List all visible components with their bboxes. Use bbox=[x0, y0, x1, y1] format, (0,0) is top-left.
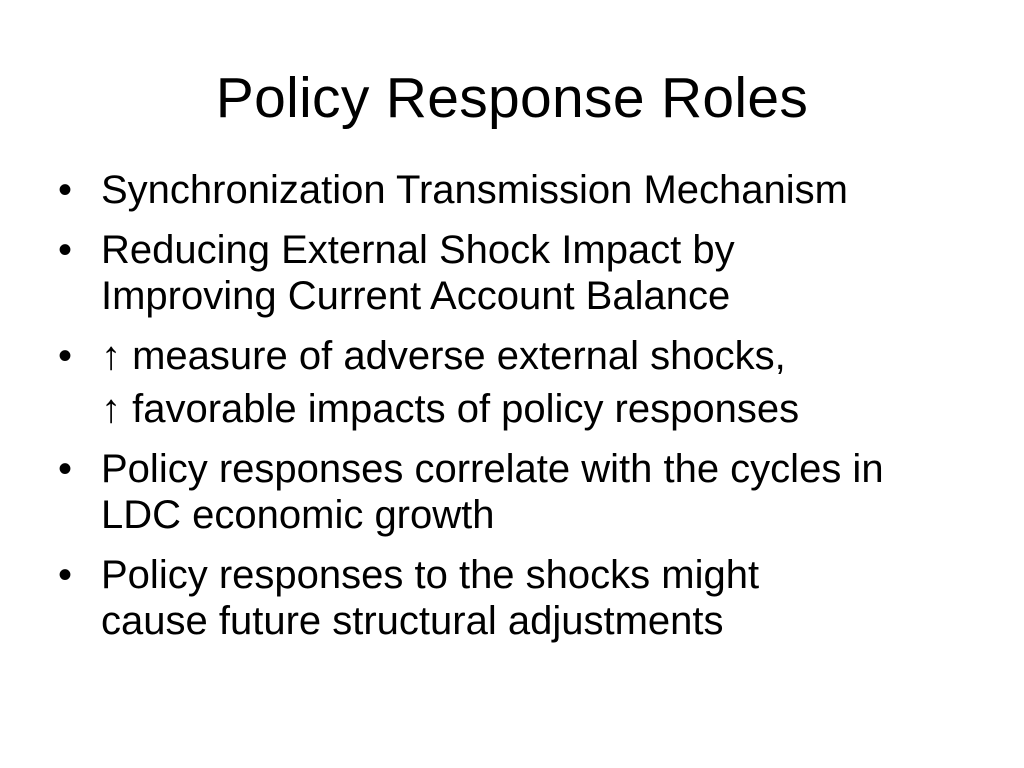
bullet-item-favorable-impacts bbox=[58, 386, 998, 432]
bullet-list bbox=[58, 167, 998, 658]
bullet-text: Reducing External Shock Impact by Improving Current Account Balance bbox=[101, 228, 735, 318]
bullet-item-measure-adverse-shocks bbox=[58, 333, 998, 379]
bullet-marker: • bbox=[58, 168, 73, 212]
bullet-item-reducing-external-shock bbox=[58, 227, 998, 319]
slide-title: Policy Response Roles bbox=[215, 66, 809, 130]
bullet-text: Synchronization Transmission Mechanism bbox=[101, 168, 848, 212]
bullet-marker: • bbox=[58, 334, 73, 378]
bullet-text: ↑ favorable impacts of policy responses bbox=[101, 387, 800, 431]
bullet-item-policy-correlate bbox=[58, 446, 998, 538]
bullet-text: ↑ measure of adverse external shocks, bbox=[101, 334, 786, 378]
bullet-item-synchronization bbox=[58, 167, 998, 213]
bullet-marker: • bbox=[58, 447, 73, 491]
bullet-marker: • bbox=[58, 228, 73, 272]
bullet-item-policy-structural bbox=[58, 552, 998, 644]
bullet-marker: • bbox=[58, 553, 73, 597]
bullet-text: Policy responses to the shocks might cause future structural adjustments bbox=[101, 553, 760, 643]
bullet-text: Policy responses correlate with the cycles in LDC economic growth bbox=[101, 447, 884, 537]
